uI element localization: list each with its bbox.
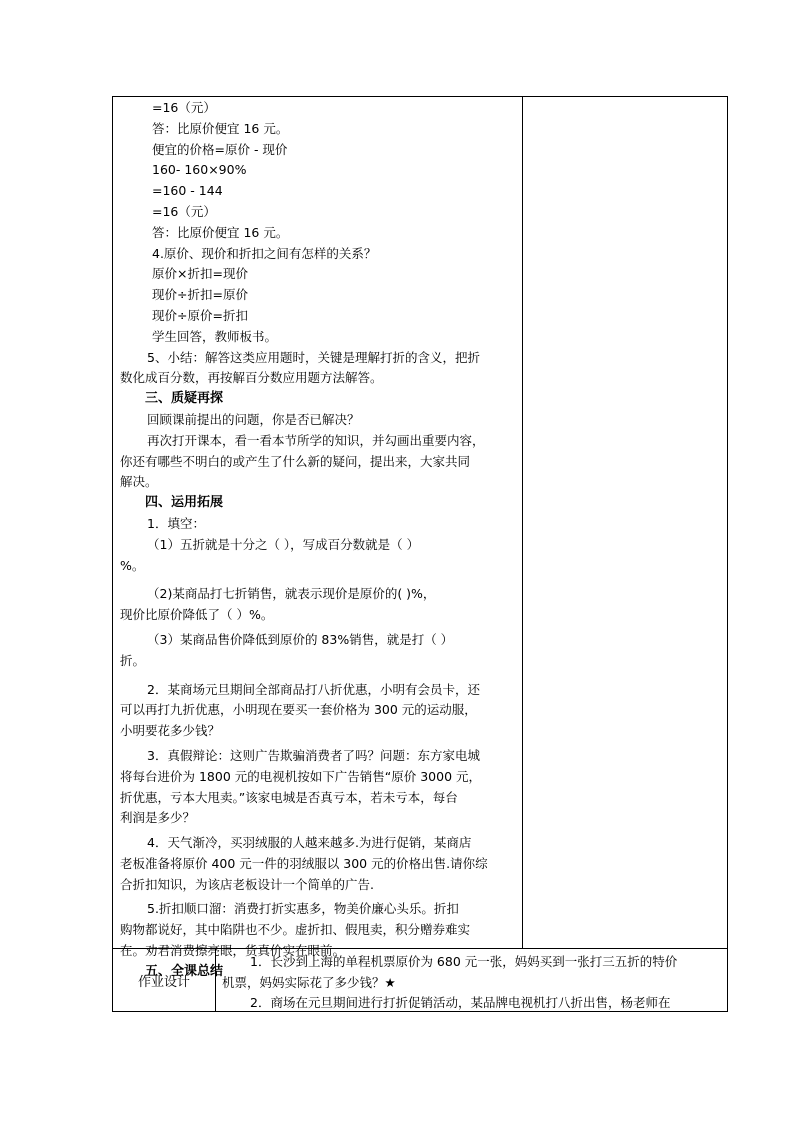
text-line: 5.折扣顺口溜：消费打折实惠多，物美价廉心头乐。折扣 <box>147 901 459 917</box>
homework-label-text: 作业设计 <box>137 974 190 990</box>
homework-line: 1．长沙到上海的单程机票原价为 680 元一张，妈妈买到一张打三五折的特价 <box>250 954 678 969</box>
text-line: 合折扣知识，为该店老板设计一个简单的广告. <box>120 876 374 892</box>
text-line: 学生回答，教师板书。 <box>152 328 278 344</box>
text-line: 2．某商场元旦期间全部商品打八折优惠，小明有会员卡，还 <box>147 681 480 697</box>
text-line: 回顾课前提出的问题，你是否已解决？ <box>147 411 360 427</box>
text-line: 答：比原价便宜 16 元。 <box>152 224 289 240</box>
homework-content <box>222 952 722 1014</box>
text-line: 可以再打九折优惠，小明现在要买一套价格为 300 元的运动服， <box>120 702 477 718</box>
section-heading: 三、质疑再探 <box>145 391 224 407</box>
text-line: 老板准备将原价 400 元一件的羽绒服以 300 元的价格出售.请你综 <box>120 855 488 871</box>
section-heading: 四、运用拓展 <box>145 495 224 511</box>
text-line: 在。劝君消费擦亮眼，货真价实在眼前。 <box>120 943 346 959</box>
text-line: 答：比原价便宜 16 元。 <box>152 120 289 136</box>
text-line: 解决。 <box>120 474 158 490</box>
text-line: 3．真假辩论：这则广告欺骗消费者了吗？问题：东方家电城 <box>147 747 480 763</box>
text-line: （2)某商品打七折销售，就表示现价是原价的( )%， <box>147 586 436 602</box>
homework-label <box>113 949 215 1011</box>
text-line: 现价÷原价=折扣 <box>152 307 248 323</box>
text-line: =160 - 144 <box>152 183 223 199</box>
column-divider <box>522 96 523 949</box>
text-line: 购物都说好，其中陷阱也不少。虚折扣、假甩卖，积分赠券难实 <box>120 922 471 938</box>
text-line: 将每台进价为 1800 元的电视机按如下广告销售“原价 3000 元， <box>120 768 481 784</box>
text-line: 现价比原价降低了（ ）%。 <box>120 607 274 623</box>
text-line: 便宜的价格=原价 - 现价 <box>152 141 288 157</box>
homework-line: 2．商场在元旦期间进行打折促销活动，某品牌电视机打八折出售，杨老师在 <box>250 995 671 1010</box>
text-line: 折。 <box>120 652 146 668</box>
text-line: 小明要花多少钱？ <box>120 723 221 739</box>
text-line: 1．填空： <box>147 515 205 531</box>
text-line: 你还有哪些不明白的或产生了什么新的疑问，提出来，大家共同 <box>120 453 471 469</box>
homework-line: 机票，妈妈实际花了多少钱？★ <box>222 974 396 990</box>
text-line: =16（元） <box>152 203 216 219</box>
text-line: 折优惠，亏本大甩卖。”该家电城是否真亏本，若未亏本，每台 <box>120 789 458 805</box>
text-line: 4.原价、现价和折扣之间有怎样的关系？ <box>152 245 377 261</box>
text-line: （1）五折就是十分之（ ），写成百分数就是（ ） <box>147 536 420 552</box>
text-line: （3）某商品售价降低到原价的 83%销售，就是打（ ） <box>147 631 454 647</box>
text-line: %。 <box>120 557 145 573</box>
text-line: =16（元） <box>152 100 216 115</box>
text-line: 4．天气渐冷，买羽绒服的人越来越多.为进行促销，某商店 <box>147 835 472 851</box>
text-line: 5、小结：解答这类应用题时，关键是理解打折的含义，把折 <box>147 349 480 365</box>
text-line: 再次打开课本，看一看本节所学的知识，并勾画出重要内容， <box>147 432 485 448</box>
section-heading: 五、全课总结 <box>145 963 224 979</box>
lesson-content <box>120 98 518 983</box>
text-line: 原价×折扣=现价 <box>152 266 248 282</box>
text-line: 160- 160×90% <box>152 162 247 178</box>
text-line: 现价÷折扣=原价 <box>152 287 248 303</box>
text-line: 利润是多少？ <box>120 810 196 826</box>
text-line: 数化成百分数，再按解百分数应用题方法解答。 <box>120 370 383 386</box>
